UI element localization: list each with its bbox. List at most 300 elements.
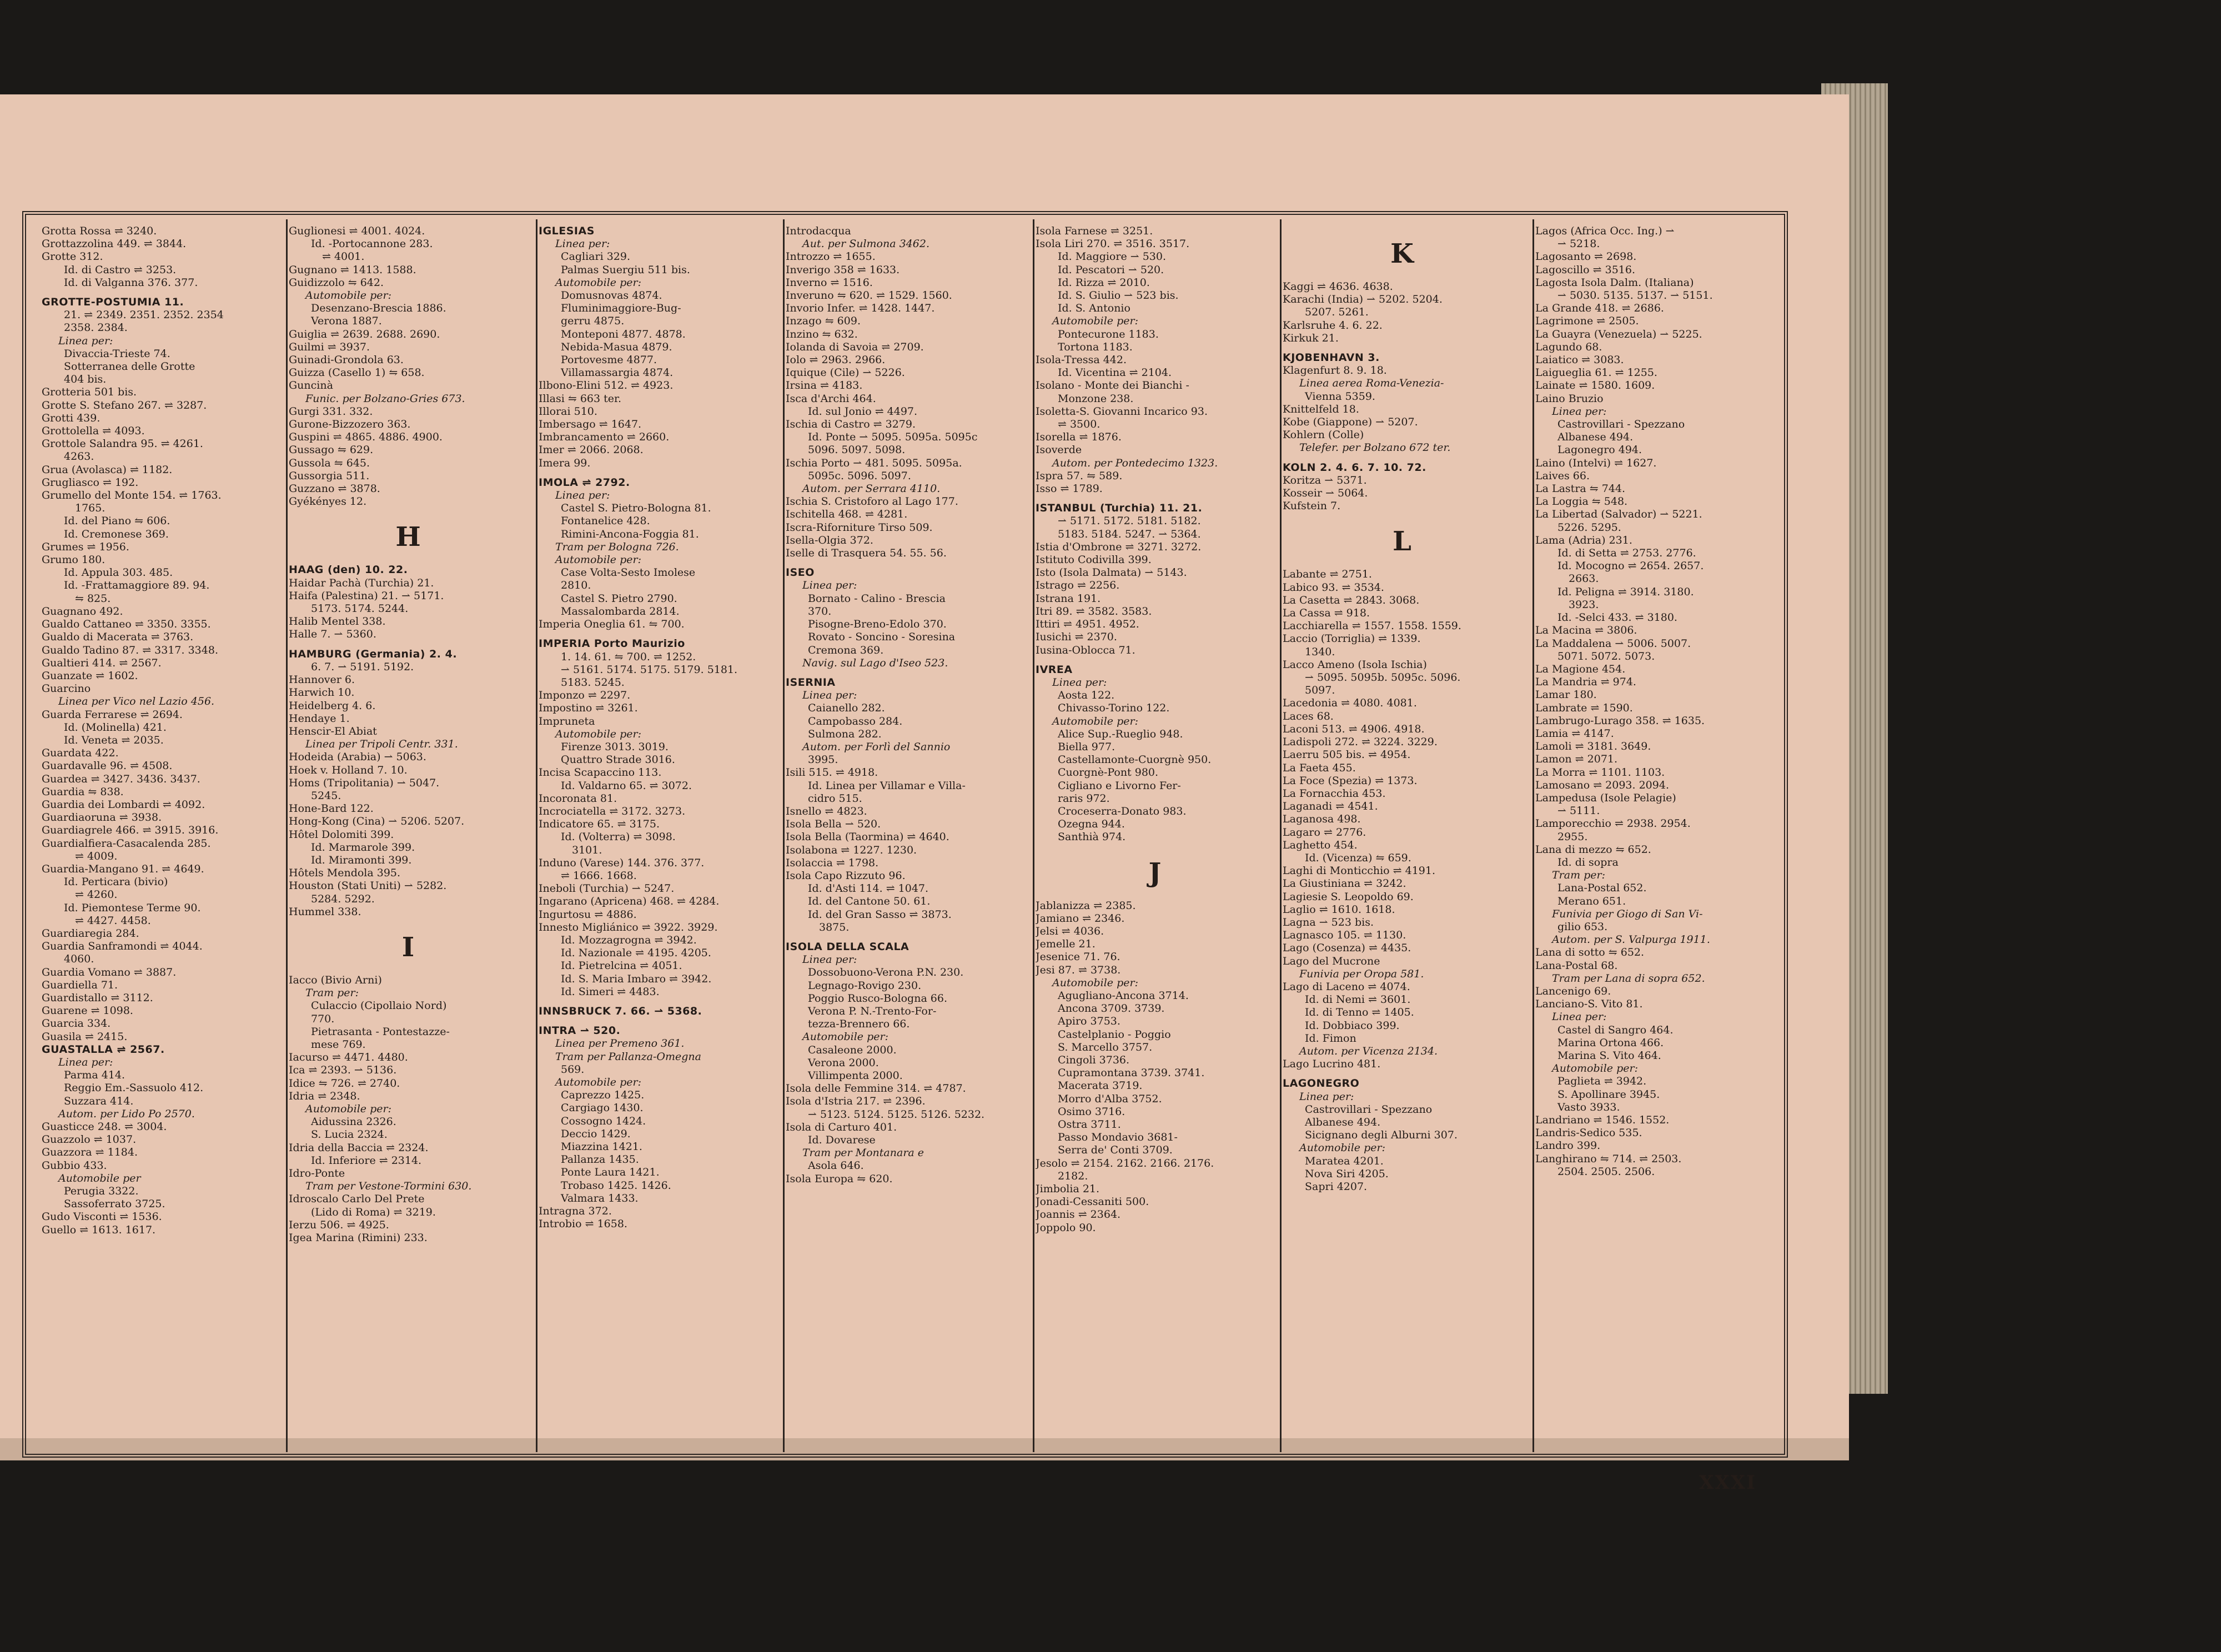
index-entry: 5071. 5072. 5073.: [1557, 650, 1655, 662]
index-entry: Pisogne-Breno-Edolo 370.: [808, 618, 947, 631]
index-entry: Gudo Visconti ⇌ 1536.: [42, 1211, 162, 1223]
index-entry: Guardia ⇋ 838.: [42, 785, 124, 798]
index-entry: Id. -Selci 433. ⇌ 3180.: [1557, 611, 1677, 624]
index-entry: Quattro Strade 3016.: [561, 754, 675, 766]
index-entry: Iolanda di Savoia ⇌ 2709.: [786, 340, 924, 353]
index-entry: Landris-Sedico 535.: [1535, 1127, 1642, 1139]
index-entry: Case Volta-Sesto Imolese: [561, 566, 696, 579]
index-entry: Guardavalle 96. ⇌ 4508.: [42, 760, 173, 772]
index-entry: Autom. per Pontedecimo 1323.: [1052, 456, 1218, 469]
index-entry: Id. Cremonese 369.: [64, 528, 169, 540]
index-entry: Gualtieri 414. ⇌ 2567.: [42, 656, 162, 669]
index-entry: Laerru 505 bis. ⇌ 4954.: [1283, 749, 1411, 761]
index-entry: Castel S. Pietro-Bologna 81.: [561, 502, 711, 515]
index-entry: Monteponi 4877. 4878.: [561, 328, 686, 340]
index-entry: La Casetta ⇌ 2843. 3068.: [1283, 594, 1420, 606]
index-entry: Landro 399.: [1535, 1139, 1601, 1152]
page-number: XXXI: [1699, 1472, 1757, 1494]
index-entry: Gyékényes 12.: [289, 495, 367, 508]
index-entry: Incrociatella ⇌ 3172. 3273.: [539, 805, 686, 817]
index-entry: Id. -Frattamaggiore 89. 94.: [64, 579, 210, 592]
index-entry: Isolano - Monte dei Bianchi -: [1036, 379, 1189, 392]
index-entry: Monzone 238.: [1058, 392, 1134, 405]
index-entry: Lagosanto ⇌ 2698.: [1535, 250, 1637, 263]
index-entry: Automobile per:: [555, 276, 641, 289]
index-entry: Lamosano ⇌ 2093. 2094.: [1535, 779, 1669, 791]
index-entry: Inveruno ⇋ 620. ⇌ 1529. 1560.: [786, 289, 952, 302]
index-entry: La Lastra ⇋ 744.: [1535, 483, 1626, 495]
index-entry: Knittelfeld 18.: [1283, 403, 1359, 415]
index-entry: Nova Siri 4205.: [1305, 1167, 1389, 1180]
index-entry: Inverigo 358 ⇌ 1633.: [786, 263, 900, 276]
index-entry: Ischia Porto ⇀ 481. 5095. 5095a.: [786, 456, 962, 469]
index-entry: La Cassa ⇌ 918.: [1283, 607, 1370, 620]
index-entry: Trobaso 1425. 1426.: [561, 1179, 671, 1192]
index-entry: Guardiaregia 284.: [42, 927, 139, 940]
index-entry: La Libertad (Salvador) ⇀ 5221.: [1535, 508, 1702, 521]
index-entry: Osimo 3716.: [1058, 1105, 1125, 1118]
index-entry: Isoletta-S. Giovanni Incarico 93.: [1036, 405, 1208, 418]
index-entry: Lagosta Isola Dalm. (Italiana): [1535, 276, 1694, 289]
index-entry: Cossogno 1424.: [561, 1114, 646, 1127]
index-entry: Guilmi ⇌ 3937.: [289, 340, 370, 353]
index-entry: Ierzu 506. ⇌ 4925.: [289, 1218, 389, 1231]
index-entry: Hendaye 1.: [289, 712, 350, 725]
index-entry: Funivia per Giogo di San Vi-: [1552, 907, 1703, 920]
index-entry: Ica ⇌ 2393. ⇀ 5136.: [289, 1064, 397, 1077]
index-entry: Tram per Pallanza-Omegna: [555, 1050, 701, 1063]
index-entry: Lago (Cosenza) ⇌ 4435.: [1283, 942, 1411, 955]
index-entry: 5245.: [311, 789, 341, 802]
index-entry: Alice Sup.-Rueglio 948.: [1058, 727, 1183, 740]
index-entry: Linea per:: [1052, 676, 1107, 689]
index-heading: KOLN 2. 4. 6. 7. 10. 72.: [1283, 461, 1426, 474]
index-entry: Halle 7. ⇀ 5360.: [289, 628, 376, 641]
index-entry: Guardia-Mangano 91. ⇌ 4649.: [42, 862, 204, 875]
index-entry: 404 bis.: [64, 373, 107, 386]
index-entry: Klagenfurt 8. 9. 18.: [1283, 364, 1387, 377]
index-entry: Id. Veneta ⇌ 2035.: [64, 734, 164, 746]
index-entry: Automobile per:: [802, 1031, 888, 1043]
index-heading: LAGONEGRO: [1283, 1077, 1360, 1090]
index-entry: Guazzora ⇌ 1184.: [42, 1146, 138, 1159]
index-entry: Id. di Valganna 376. 377.: [64, 276, 198, 289]
index-entry: Lana di mezzo ⇋ 652.: [1535, 843, 1651, 856]
column-rule: [783, 219, 785, 1452]
index-entry: Gussago ⇋ 629.: [289, 444, 374, 456]
index-entry: Istrana 191.: [1036, 592, 1101, 605]
index-entry: (Lido di Roma) ⇌ 3219.: [311, 1206, 436, 1218]
index-entry: Castelplanio - Poggio: [1058, 1028, 1171, 1041]
index-entry: 5183. 5245.: [561, 676, 625, 689]
index-entry: Guzzano ⇌ 3878.: [289, 483, 380, 495]
index-entry: Lamon ⇌ 2071.: [1535, 753, 1618, 766]
index-entry: Irsina ⇌ 4183.: [786, 379, 863, 392]
index-entry: La Mandria ⇌ 974.: [1535, 676, 1636, 689]
index-entry: Guarda Ferrarese ⇌ 2694.: [42, 708, 183, 721]
column-rule: [286, 219, 288, 1452]
index-entry: La Morra ⇌ 1101. 1103.: [1535, 766, 1665, 779]
index-entry: Bornato - Calino - Brescia: [808, 592, 946, 605]
index-entry: Guizza (Casello 1) ⇋ 658.: [289, 366, 425, 379]
index-entry: Isola Bella (Taormina) ⇌ 4640.: [786, 831, 949, 843]
index-entry: 2663.: [1569, 573, 1599, 585]
index-entry: Ilbono-Elini 512. ⇌ 4923.: [539, 379, 674, 392]
index-entry: Aidussina 2326.: [311, 1116, 396, 1128]
index-entry: La Guayra (Venezuela) ⇀ 5225.: [1535, 328, 1702, 340]
index-entry: Grugliasco ⇌ 192.: [42, 476, 139, 489]
index-entry: Id. Peligna ⇌ 3914. 3180.: [1557, 585, 1694, 598]
index-entry: Cremona 369.: [808, 644, 884, 656]
index-entry: Guarene ⇌ 1098.: [42, 1005, 133, 1017]
column-rule: [536, 219, 537, 1452]
index-entry: Id. di Tenno ⇌ 1405.: [1305, 1006, 1414, 1019]
index-entry: Istrago ⇌ 2256.: [1036, 579, 1120, 592]
index-entry: Illorai 510.: [539, 405, 597, 418]
index-entry: La Loggia ⇋ 548.: [1535, 495, 1628, 508]
index-entry: Palmas Suergiu 511 bis.: [561, 263, 690, 276]
index-entry: Id. sul Jonio ⇌ 4497.: [808, 405, 918, 418]
index-entry: 6. 7. ⇀ 5191. 5192.: [311, 660, 414, 673]
index-entry: Linea per Premeno 361.: [555, 1037, 685, 1050]
index-entry: Id. Ponte ⇀ 5095. 5095a. 5095c: [808, 431, 978, 444]
index-entry: Ancona 3709. 3739.: [1058, 1002, 1165, 1015]
index-entry: 1. 14. 61. ⇋ 700. ⇌ 1252.: [561, 650, 696, 663]
index-entry: Linea per:: [802, 689, 857, 702]
index-entry: Induno (Varese) 144. 376. 377.: [539, 856, 705, 869]
index-entry: Introzzo ⇌ 1655.: [786, 250, 876, 263]
index-heading: HAAG (den) 10. 22.: [289, 564, 408, 576]
index-entry: Autom. per S. Valpurga 1911.: [1552, 933, 1710, 946]
index-entry: Automobile per:: [1052, 976, 1138, 989]
index-entry: Grumello del Monte 154. ⇌ 1763.: [42, 489, 222, 502]
index-entry: Lamoli ⇌ 3181. 3649.: [1535, 740, 1651, 753]
index-entry: Istia d'Ombrone ⇌ 3271. 3272.: [1036, 540, 1202, 553]
index-heading: ISERNIA: [786, 676, 836, 689]
index-entry: Caianello 282.: [808, 702, 885, 715]
index-entry: Kirkuk 21.: [1283, 332, 1339, 344]
index-entry: ⇌ 4260.: [75, 888, 118, 901]
index-column-4: [786, 225, 1024, 1186]
index-entry: Poggio Rusco-Bologna 66.: [808, 992, 948, 1005]
index-entry: Isola di Carturo 401.: [786, 1121, 897, 1133]
index-entry: Automobile per:: [1299, 1142, 1385, 1154]
index-entry: Automobile per:: [305, 289, 391, 302]
index-entry: Kufstein 7.: [1283, 500, 1341, 513]
index-entry: Automobile per:: [555, 554, 641, 566]
index-entry: Ladispoli 272. ⇌ 3224. 3229.: [1283, 736, 1438, 749]
index-heading: IGLESIAS: [539, 225, 595, 237]
index-entry: Isola d'Istria 217. ⇌ 2396.: [786, 1095, 926, 1108]
index-entry: Ostra 3711.: [1058, 1118, 1121, 1131]
index-entry: 4060.: [64, 953, 94, 966]
index-entry: S. Apollinare 3945.: [1557, 1088, 1660, 1101]
index-entry: Id. di Setta ⇌ 2753. 2776.: [1557, 547, 1696, 560]
index-entry: 5095c. 5096. 5097.: [808, 469, 911, 482]
index-entry: Joppolo 90.: [1036, 1221, 1096, 1234]
index-entry: Sulmona 282.: [808, 727, 882, 740]
index-entry: Automobile per:: [555, 1076, 641, 1088]
index-entry: Fontanelice 428.: [561, 515, 650, 528]
index-entry: 5207. 5261.: [1305, 306, 1369, 319]
section-letter: H: [395, 521, 421, 553]
index-entry: Albanese 494.: [1305, 1116, 1381, 1128]
index-entry: Karlsruhe 4. 6. 22.: [1283, 319, 1383, 332]
index-entry: Id. Mocogno ⇌ 2654. 2657.: [1557, 560, 1704, 573]
index-entry: Lainate ⇌ 1580. 1609.: [1535, 379, 1655, 392]
index-entry: Automobile per:: [1052, 315, 1138, 328]
index-entry: Grotta Rossa ⇌ 3240.: [42, 225, 157, 237]
index-entry: 1340.: [1305, 645, 1335, 658]
index-entry: Isca d'Archi 464.: [786, 392, 876, 405]
index-entry: Laives 66.: [1535, 469, 1590, 482]
index-entry: 1765.: [75, 502, 105, 515]
index-heading: ISOLA DELLA SCALA: [786, 940, 909, 953]
index-entry: Id. (Volterra) ⇌ 3098.: [561, 831, 676, 843]
index-entry: Id. S. Maria Imbaro ⇌ 3942.: [561, 972, 712, 985]
index-entry: Id. Maggiore ⇀ 530.: [1058, 250, 1167, 263]
index-entry: Linea per:: [1552, 1011, 1607, 1023]
index-entry: Grumo 180.: [42, 554, 105, 566]
index-entry: Incisa Scapaccino 113.: [539, 766, 662, 779]
index-entry: 3875.: [819, 921, 850, 933]
index-entry: Guazzolo ⇌ 1037.: [42, 1133, 137, 1146]
index-entry: Igea Marina (Rimini) 233.: [289, 1232, 428, 1244]
index-entry: Lagaro ⇌ 2776.: [1283, 826, 1366, 838]
index-entry: Istituto Codivilla 399.: [1036, 554, 1152, 566]
index-entry: Guasticce 248. ⇌ 3004.: [42, 1121, 167, 1133]
index-column-1: [42, 225, 280, 1237]
index-entry: Laces 68.: [1283, 710, 1334, 722]
index-entry: Idroscalo Carlo Del Prete: [289, 1193, 425, 1206]
index-entry: Joannis ⇌ 2364.: [1036, 1208, 1121, 1221]
index-entry: Guardialfiera-Casacalenda 285.: [42, 837, 211, 850]
index-entry: Iusina-Oblocca 71.: [1036, 644, 1135, 656]
index-entry: Firenze 3013. 3019.: [561, 740, 669, 753]
index-entry: Id. Pescatori ⇀ 520.: [1058, 263, 1164, 276]
index-entry: Isola Capo Rizzuto 96.: [786, 869, 906, 882]
index-entry: Verona 1887.: [311, 315, 382, 328]
index-entry: Guidizzolo ⇋ 642.: [289, 276, 384, 289]
index-entry: Villimpenta 2000.: [808, 1069, 903, 1082]
index-entry: ⇀ 5218.: [1557, 238, 1600, 250]
index-entry: Lacedonia ⇌ 4080. 4081.: [1283, 697, 1417, 710]
index-entry: Cagliari 329.: [561, 250, 631, 263]
index-heading: GROTTE-POSTUMIA 11.: [42, 296, 184, 309]
index-entry: Introdacqua: [786, 225, 851, 237]
index-entry: Culaccio (Cipollaio Nord): [311, 1000, 447, 1012]
index-entry: Linea aerea Roma-Venezia-: [1299, 377, 1444, 390]
index-entry: Guarcino: [42, 682, 91, 695]
index-entry: Grotti 439.: [42, 411, 101, 424]
index-entry: Rovato - Soncino - Soresina: [808, 631, 956, 644]
index-entry: Id. del Cantone 50. 61.: [808, 895, 931, 908]
index-entry: Santhià 974.: [1058, 831, 1126, 843]
index-entry: 3923.: [1569, 598, 1599, 611]
index-entry: Linea per Tripoli Centr. 331.: [305, 738, 458, 751]
index-entry: La Grande 418. ⇌ 2686.: [1535, 302, 1664, 315]
section-letter: J: [1148, 857, 1162, 888]
index-entry: Isella-Olgia 372.: [786, 534, 873, 546]
index-entry: Guasila ⇌ 2415.: [42, 1030, 128, 1043]
index-entry: Lagnasco 105. ⇌ 1130.: [1283, 929, 1406, 942]
index-entry: Guardiagrele 466. ⇌ 3915. 3916.: [42, 824, 219, 837]
index-entry: Iselle di Trasquera 54. 55. 56.: [786, 547, 947, 560]
index-entry: Fluminimaggiore-Bug-: [561, 302, 681, 315]
index-entry: Guardata 422.: [42, 747, 119, 760]
index-entry: Guglionesi ⇌ 4001. 4024.: [289, 225, 425, 237]
index-entry: 2504. 2505. 2506.: [1557, 1165, 1655, 1178]
index-entry: ⇀ 5095. 5095b. 5095c. 5096.: [1305, 671, 1461, 684]
index-entry: Sassoferrato 3725.: [64, 1198, 165, 1211]
index-entry: Pontecurone 1183.: [1058, 328, 1159, 340]
index-entry: Isolabona ⇌ 1227. 1230.: [786, 843, 917, 856]
index-entry: 2182.: [1058, 1169, 1088, 1182]
index-entry: Intragna 372.: [539, 1205, 612, 1218]
index-entry: Jonadi-Cessaniti 500.: [1036, 1196, 1149, 1208]
index-entry: Id. di Castro ⇌ 3253.: [64, 263, 177, 276]
index-entry: Cupramontana 3739. 3741.: [1058, 1067, 1205, 1079]
index-entry: Automobile per: [58, 1172, 141, 1184]
index-entry: Asola 646.: [808, 1159, 864, 1172]
index-entry: Lago di Laceno ⇌ 4074.: [1283, 980, 1410, 993]
index-entry: Funic. per Bolzano-Gries 673.: [305, 392, 465, 405]
index-entry: Guagnano 492.: [42, 605, 123, 617]
index-entry: Haidar Pachà (Turchia) 21.: [289, 576, 434, 589]
index-entry: Labico 93. ⇌ 3534.: [1283, 581, 1384, 594]
index-entry: Ozegna 944.: [1058, 818, 1125, 831]
index-heading: KJOBENHAVN 3.: [1283, 352, 1380, 364]
index-entry: Automobile per:: [555, 727, 641, 740]
index-entry: Id. Linea per Villamar e Villa-: [808, 779, 966, 792]
index-entry: 3995.: [808, 754, 838, 766]
index-entry: Ingarano (Apricena) 468. ⇌ 4284.: [539, 895, 720, 908]
index-entry: Cargiago 1430.: [561, 1102, 644, 1114]
index-entry: Isola-Tressa 442.: [1036, 354, 1127, 366]
index-entry: Houston (Stati Uniti) ⇀ 5282.: [289, 880, 447, 892]
index-entry: Koritza ⇀ 5371.: [1283, 474, 1367, 486]
index-entry: Isolaccia ⇌ 1798.: [786, 856, 879, 869]
index-entry: Jesolo ⇌ 2154. 2162. 2166. 2176.: [1036, 1157, 1214, 1169]
index-entry: gerru 4875.: [561, 315, 625, 328]
index-entry: 5284. 5292.: [311, 892, 375, 905]
index-entry: Grottole Salandra 95. ⇌ 4261.: [42, 438, 203, 450]
index-entry: Grotte 312.: [42, 250, 103, 263]
index-entry: Imera 99.: [539, 456, 591, 469]
index-entry: Macerata 3719.: [1058, 1079, 1143, 1092]
index-entry: Lampedusa (Isole Pelagie): [1535, 791, 1676, 804]
index-entry: Id. Valdarno 65. ⇌ 3072.: [561, 779, 692, 792]
index-heading: INNSBRUCK 7. 66. ⇀ 5368.: [539, 1005, 702, 1017]
index-entry: Heidelberg 4. 6.: [289, 699, 376, 712]
index-entry: Funivia per Oropa 581.: [1299, 967, 1424, 980]
index-entry: Lagiesie S. Leopoldo 69.: [1283, 890, 1414, 903]
index-entry: Cingoli 3736.: [1058, 1053, 1130, 1066]
index-entry: Perugia 3322.: [64, 1185, 139, 1198]
index-entry: 3101.: [572, 843, 602, 856]
index-entry: Lanciano-S. Vito 81.: [1535, 998, 1643, 1011]
index-entry: Domusnovas 4874.: [561, 289, 662, 302]
index-entry: Lacco Ameno (Isola Ischia): [1283, 658, 1427, 671]
index-entry: Dossobuono-Verona P.N. 230.: [808, 966, 964, 979]
column-rule: [1280, 219, 1282, 1452]
index-entry: Isoverde: [1036, 444, 1082, 456]
index-entry: Id. Fimon: [1305, 1032, 1356, 1045]
index-entry: Laghi di Monticchio ⇌ 4191.: [1283, 865, 1436, 877]
index-entry: La Macina ⇌ 3806.: [1535, 624, 1637, 637]
index-entry: Castrovillari - Spezzano: [1557, 418, 1685, 431]
index-entry: Hodeida (Arabia) ⇀ 5063.: [289, 751, 426, 764]
column-rule: [1033, 219, 1034, 1452]
index-entry: Rimini-Ancona-Foggia 81.: [561, 528, 699, 540]
index-entry: Automobile per:: [1552, 1062, 1638, 1075]
index-entry: Laino (Intelvi) ⇌ 1627.: [1535, 456, 1657, 469]
index-entry: Ischia S. Cristoforo al Lago 177.: [786, 495, 958, 508]
index-entry: Idro-Ponte: [289, 1167, 345, 1179]
index-entry: Labante ⇌ 2751.: [1283, 568, 1372, 581]
index-entry: ⇌ 3500.: [1058, 418, 1101, 431]
index-entry: Illasi ⇋ 663 ter.: [539, 392, 622, 405]
index-entry: Guncinà: [289, 379, 333, 392]
index-entry: Lama (Adria) 231.: [1535, 534, 1632, 546]
index-entry: Iscra-Riforniture Tirso 509.: [786, 521, 933, 534]
index-entry: Hong-Kong (Cina) ⇀ 5206. 5207.: [289, 815, 465, 828]
index-entry: Tram per Lana di sopra 652.: [1552, 972, 1705, 985]
index-entry: Pallanza 1435.: [561, 1153, 639, 1166]
index-entry: Haifa (Palestina) 21. ⇀ 5171.: [289, 589, 444, 602]
index-heading: IMPERIA Porto Maurizio: [539, 637, 685, 650]
index-entry: Idria della Baccia ⇌ 2324.: [289, 1141, 429, 1154]
index-entry: Jelsi ⇌ 4036.: [1036, 925, 1104, 937]
index-entry: Imperia Oneglia 61. ⇋ 700.: [539, 618, 685, 631]
index-entry: Cigliano e Livorno Fer-: [1058, 779, 1181, 792]
index-entry: Biella 977.: [1058, 740, 1115, 753]
index-entry: Lagoscillo ⇌ 3516.: [1535, 263, 1635, 276]
index-column-6: [1283, 225, 1521, 1193]
index-column-7: [1535, 225, 1774, 1178]
index-entry: Invorio Infer. ⇌ 1428. 1447.: [786, 302, 935, 315]
index-entry: Lamar 180.: [1535, 689, 1597, 701]
index-entry: Croceserra-Donato 983.: [1058, 805, 1187, 817]
index-entry: Guardia Sanframondi ⇌ 4044.: [42, 940, 203, 953]
index-entry: Isola delle Femmine 314. ⇌ 4787.: [786, 1082, 966, 1095]
index-entry: Sapri 4207.: [1305, 1181, 1368, 1193]
index-entry: 2810.: [561, 579, 591, 592]
index-entry: Linea per:: [555, 238, 610, 250]
index-entry: 770.: [311, 1012, 335, 1025]
index-entry: La Giustiniana ⇌ 3242.: [1283, 877, 1406, 890]
index-entry: 5097.: [1305, 684, 1335, 697]
index-entry: Suzzara 414.: [64, 1094, 134, 1107]
index-entry: ⇀ 5171. 5172. 5181. 5182.: [1058, 515, 1201, 528]
index-entry: Gualdo Tadino 87. ⇌ 3317. 3348.: [42, 644, 218, 656]
index-entry: Pietrasanta - Pontestazze-: [311, 1025, 450, 1038]
index-entry: Grua (Avolasca) ⇌ 1182.: [42, 463, 173, 476]
index-entry: Impostino ⇌ 3261.: [539, 702, 638, 715]
index-entry: Langhirano ⇋ 714. ⇌ 2503.: [1535, 1152, 1682, 1165]
index-heading: ISEO: [786, 566, 815, 579]
index-entry: Autom. per Lido Po 2570.: [58, 1107, 195, 1120]
index-entry: Imbersago ⇌ 1647.: [539, 418, 642, 431]
index-entry: Ischia di Castro ⇌ 3279.: [786, 418, 916, 431]
index-entry: Linea per:: [802, 579, 857, 592]
index-entry: Hôtels Mendola 395.: [289, 867, 401, 880]
index-entry: Inzino ⇋ 632.: [786, 328, 858, 340]
index-entry: Campobasso 284.: [808, 715, 903, 727]
index-entry: Henscir-El Abiat: [289, 725, 377, 737]
index-entry: Lamporecchio ⇌ 2938. 2954.: [1535, 817, 1691, 830]
index-entry: Isola Farnese ⇌ 3251.: [1036, 225, 1153, 237]
